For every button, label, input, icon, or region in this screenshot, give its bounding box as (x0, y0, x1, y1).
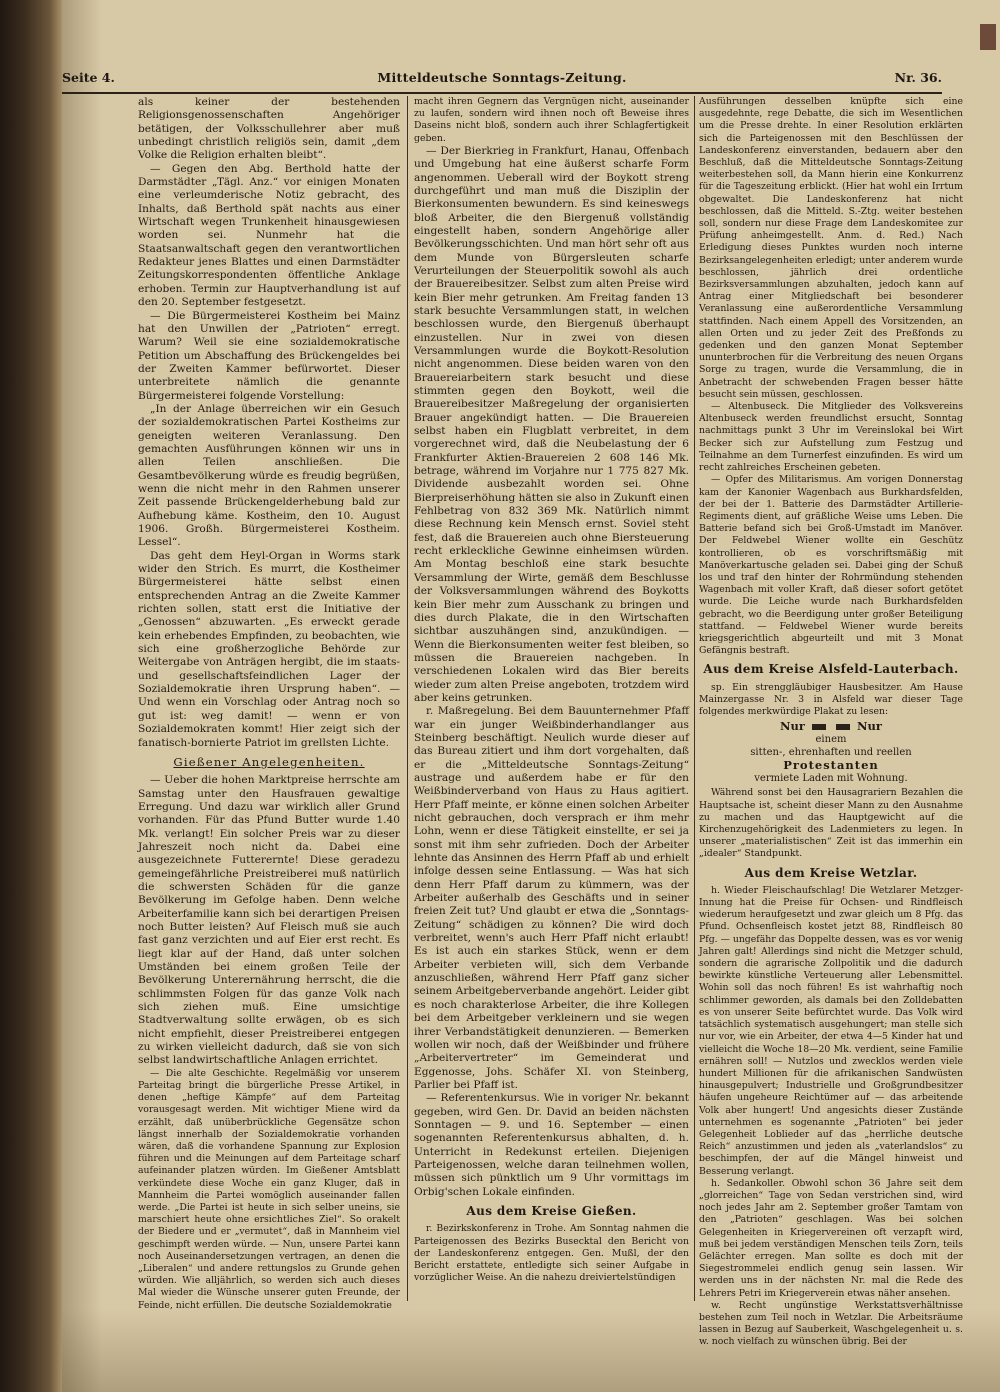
article-bezirkskonferenz: r. Bezirkskonferenz in Trohe. Am Sonntag nahmen die Parteigenossen des Bezirks Busecktal den Bericht von der Landeskonferenz entgegen. Gen. Mußl, der den Bericht erstattete, entledigte sich seiner Aufgabe in vorzüglicher Weise. An die nahezu dreiviertelstündigen (414, 1223, 689, 1284)
placard-line: sitten-, ehrenhaften und reellen (750, 747, 912, 759)
column-3 (699, 96, 963, 1348)
column-2 (414, 96, 689, 1306)
placard-line: einem (815, 734, 847, 746)
article-berthold: — Gegen den Abg. Berthold hatte der Darmstädter „Tägl. Anz.“ vor einigen Monaten eine verleumderische Notiz gebracht, des Inhalts, daß Berthold spät nachts aus einer Wirtschaft wegen Trunkenheit hinausgewiesen worden sei. Nunmehr hat die Staatsanwaltschaft gegen den verantwortlichen Redakteur jenes Blattes und einen Darmstädter Zeitungskorrespondenten öffentliche Anklage erhoben. Termin zur Hauptverhandlung ist auf den 20. September festgesetzt. (138, 162, 400, 309)
column-rule-1 (407, 96, 408, 1301)
article-referentenkursus: — Referentenkursus. Wie in voriger Nr. bekannt gegeben, wird Gen. Dr. David an beiden nächsten Sonntagen — 9. und 16. September — einen sogenannten Referentenkursus abhalten, d. h. Unterricht in Redekunst erteilen. Diejenigen Parteigenossen, welche daran teilnehmen wollen, müssen sich pünktlich um 9 Uhr vormittags im Orbig'schen Lokale einfinden. (414, 1092, 689, 1198)
section-heading: Aus dem Kreise Gießen. (466, 1203, 637, 1218)
book-binding (0, 0, 62, 1392)
issue-number: Nr. 36. (894, 70, 942, 85)
article-werkstatt: w. Recht ungünstige Werkstattsverhältnisse bestehen zum Teil noch in Wetzlar. Die Arbeitsräume lassen in Bezug auf Sauberkeit, Waschgelegenheit u. s. w. noch vielfach zu wünschen übrig. Bei der (699, 1299, 963, 1348)
newspaper-name: Mitteldeutsche Sonntags-Zeitung. (377, 70, 627, 85)
section-heading: Gießener Angelegenheiten. (173, 754, 365, 769)
section-heading: Aus dem Kreise Alsfeld-Lauterbach. (703, 662, 959, 677)
article-hausbesitzer: sp. Ein strenggläubiger Hausbesitzer. Am Hause Mainzergasse Nr. 3 in Alsfeld war dieser Tage folgendes merkwürdige Plakat zu lesen: (699, 681, 963, 718)
article-bierkrieg: — Der Bierkrieg in Frankfurt, Hanau, Offenbach und Umgebung hat eine äußerst scharfe Form angenommen. Ueberall wird der Boykott streng durchgeführt und man muß die Disziplin der Bierkonsumenten bewundern. Es sind keineswegs bloß Arbeiter, die den Biergenuß vollständig eingestellt haben, sondern Angehörige aller Bevölkerungsschichten. Und man hört sehr oft aus dem Munde von Bürgersleuten scharfe Verurteilungen der Steuerpolitik sowohl als auch der Brauereibesitzer. Selbst zum alten Preise wird kein Bier mehr getrunken. Am Freitag fanden 13 stark besuchte Versammlungen statt, in welchen beschlossen wurde, den Biergenuß überhaupt einzustellen. Nur in zwei von diesen Versammlungen wurde die Boykott-Resolution nicht angenommen. Diese beiden waren von den Brauereiarbeitern stark besucht und diese stimmten gegen den Boykott, weil die Brauereibesitzer Maßregelung der organisierten Brauer angekündigt hatten. — Die Brauereien selbst haben ein Flugblatt verbreitet, in dem vorgerechnet wird, daß die Neubelastung der 6 Frankfurter Aktien-Brauereien 2 608 146 Mk. betrage, während im Vorjahre nur 1 775 827 Mk. Dividende ausbezahlt worden sei. Ohne Bierpreiserhöhung hätten sie also in Zukunft einen Fehlbetrag von 832 369 Mk. Natürlich nimmt diese Rechnung kein Mensch ernst. Soviel steht fest, daß die Brauereien auch ohne Biersteuerung recht erkleckliche Gewinne einheimsen würden. Am Montag beschloß eine stark besuchte Versammlung der Wirte, gemäß dem Beschlusse der Volksversammlungen während des Boykotts kein Bier mehr zum Ausschank zu bringen und dies durch Plakate, die in den Wirtschaften sichtbar auszuhängen sind, anzukündigen. — Wenn die Bierkonsumenten weiter fest bleiben, so müssen die Brauereien nachgeben. In verschiedenen Lokalen wird das Bier bereits wieder zum alten Preise angeboten, trotzdem wird aber keins getrunken. (414, 144, 690, 704)
placard-line: vermiete Laden mit Wohnung. (754, 773, 908, 785)
section-heading: Aus dem Kreise Wetzlar. (744, 865, 918, 880)
article-heyl-organ: Das geht dem Heyl-Organ in Worms stark wider den Strich. Es murrt, die Kostheimer Bürgermeisterei hätte selbst einen entsprechenden Antrag an die Zweite Kammer richten sollen, statt erst die Initiative der „Genossen“ abzuwarten. „Es erweckt gerade kein erhebendes Empfinden, zu beobachten, wie sich eine großherzogliche Behörde zur Weitergabe von Anträgen hergibt, die im staats- und gesellschaftsfeindlichen Lager der Sozialdemokratie ihren Ursprung haben“. — Und wenn ein Vorschlag oder Antrag noch so gut ist: weg damit! — wenn er von Sozialdemokraten kommt! Hier zeigt sich der fanatisch-bornierte Patriot im grellsten Lichte. (138, 549, 400, 749)
article-text: macht ihren Gegnern das Vergnügen nicht, auseinander zu laufen, sondern wird ihnen noch oft Beweise ihres Daseins nicht bloß, sondern auch ihrer Schlagfertigkeit geben. (414, 96, 689, 144)
article-comment: Während sonst bei den Hausagrariern Bezahlen die Hauptsache ist, scheint dieser Mann zu den Ausnahme zu machen und das Hauptgewicht auf die Kirchenzugehörigkeit des Ladenmieters zu legen. In unserer „materialistischen“ Zeit ist das immerhin ein „idealer“ Standpunkt. (699, 787, 963, 860)
page-edge-tab (980, 24, 996, 50)
quoted-placard (699, 720, 963, 785)
article-marktpreise: — Ueber die hohen Marktpreise herrschte am Samstag unter den Hausfrauen gewaltige Erregung. Und dazu war wirklich aller Grund vorhanden. Für das Pfund Butter wurde 1.40 Mk. verlangt! Ein solcher Preis war zu dieser Jahreszeit noch nicht da. Dabei eine ausgezeichnete Futterernte! Diese geradezu gemeingefährliche Preistreiberei muß natürlich die schwersten Schäden für die ganze Bevölkerung im Gefolge haben. Denn welche Arbeiterfamilie kann sich bei derartigen Preisen noch Butter leisten? Auf Fleisch muß sie auch fast ganz verzichten und auf Eier erst recht. Es liegt klar auf der Hand, daß unter solchen Umständen bei einem großen Teile der Bevölkerung Unterernährung herrscht, die die schlimmsten Folgen für das ganze Volk nach sich ziehen muß. Eine umsichtige Stadtverwaltung sollte erwägen, ob es sich nicht empfiehlt, dieser Preistreiberei entgegen zu wirken vielleicht dadurch, daß sie von sich selbst landwirtschaftliche Anlagen errichtet. (138, 774, 400, 1067)
article-fleischaufschlag: h. Wieder Fleischaufschlag! Die Wetzlarer Metzger-Innung hat die Preise für Ochsen- und Rindfleisch wiederum heraufgesetzt und zwar gleich um 8 Pfg. das Pfund. Ochsenfleisch kostet jetzt 88, Rindfleisch 80 Pfg. — ungefähr das Doppelte dessen, was es vor wenig Jahren galt! Allerdings sind nicht die Metzger schuld, sondern die agrarische Zollpolitik und die dadurch bewirkte künstliche Verteuerung aller Lebensmittel. Wohin soll das noch führen! Es ist wahrhaftig noch schlimmer geworden, als damals bei den Zolldebatten es von unserer Seite befürchtet wurde. Das Volk wird tatsächlich systematisch ausgehungert; man stelle sich nur vor, wie ein Arbeiter, der etwa 4—5 Kinder hat und vielleicht die Woche 18—20 Mk. verdient, seine Familie ernähren soll! — Nutzlos und zwecklos werden viele hundert Millionen für die afrikanischen Sandwüsten hinausgepulvert; Industrielle und Großgrundbesitzer häufen ungeheure Reichtümer auf — das arbeitende Volk aber hungert! Und angesichts dieser Zustände unternehmen es sogenannte „Patrioten“ bei jeder Gelegenheit Loblieder auf das „herrliche deutsche Reich“ anzustimmen und jeden als „vaterlandslos“ zu beschimpfen, der auf die Mängel hinweist und Besserung verlangt. (699, 884, 963, 1177)
article-quote: „In der Anlage überreichen wir ein Gesuch der sozialdemokratischen Partei Kostheims zur geneigten weiteren Veranlassung. Den gemachten Ausführungen können wir uns in allen Teilen anschließen. Die Gesamtbevölkerung würde es freudig begrüßen, wenn die nicht mehr in den Rahmen unserer Zeit passende Brückengelderhebung bald zur Aufhebung käme. Kostheim, den 10. August 1906. Großh. Bürgermeisterei Kostheim. Lessel“. (138, 402, 400, 549)
article-altenbuseck: — Altenbuseck. Die Mitglieder des Volksvereins Altenbuseck werden freundlichst ersucht, Sonntag nachmittags punkt 3 Uhr im Vereinslokal bei Wirt Becker sich zur Aufstellung zum Festzug und Teilnahme an dem Turnerfest einzufinden. Es wird um recht zahlreiches Erscheinen gebeten. (699, 401, 963, 474)
article-kostheim: — Die Bürgermeisterei Kostheim bei Mainz hat den Unwillen der „Patrioten“ erregt. Warum? Weil sie eine sozialdemokratische Petition um Abschaffung des Brückengeldes bei der Zweiten Kammer befürwortet. Dieser unterbreitete nämlich die genannte Bürgermeisterei folgende Vorstellung: (138, 309, 400, 402)
article-text: Ausführungen desselben knüpfte sich eine ausgedehnte, rege Debatte, die sich im Wesentlichen um die Presse drehte. In einer Resolution erklärten sich die Parteigenossen mit den Beschlüssen der Landeskonferenz einverstanden, bedauern aber den Beschluß, daß die Mitteldeutsche Sonntags-Zeitung weiterbestehen soll, da Mann hierin eine Konkurrenz für die Tageszeitung erblickt. (Hier hat wohl ein Irrtum obgewaltet. Die Landeskonferenz hat nicht beschlossen, daß die Mitteld. S.-Ztg. weiter bestehen soll, sondern nur diese Frage dem Landeskomitee zur Prüfung anheimgestellt. Anm. d. Red.) Nach Erledigung dieses Punktes wurden noch interne Bezirksangelegenheiten erledigt; unter anderem wurde beschlossen, jährlich drei ordentliche Bezirksversammlungen abzuhalten, jedoch kann auf Antrag einer Mitgliedschaft bei besonderer Veranlassung eine außerordentliche Versammlung stattfinden. Nach einem Appell des Vorsitzenden, an allen Orten und zu jeder Zeit des Preßfonds zu gedenken und den ganzen Monat September ununterbrochen für die Verbreitung des neuen Organs Sorge zu tragen, wurde die Versammlung, die in Anbetracht der schwebenden Fragen besser hätte besucht sein müssen, geschlossen. (699, 96, 963, 400)
article-text: als keiner der bestehenden Religionsgenossenschaften Angehöriger betätigen, der Volksschullehrer aber muß unbedingt christlich religiös sein, damit „dem Volke die Religion erhalten bleibt“. (138, 96, 400, 162)
placard-ornament (836, 724, 850, 730)
article-alte-geschichte: — Die alte Geschichte. Regelmäßig vor unserem Parteitag bringt die bürgerliche Presse Artikel, in denen „heftige Kämpfe“ auf dem Parteitag vorausgesagt werden. Mit wichtiger Miene wird da erzählt, daß unüberbrückliche Gegensätze schon längst innerhalb der Sozialdemokratie vorhanden wären, daß die vorhandene Spannung zur Explosion führen und die Meinungen auf dem Parteitage scharf aufeinander platzen würden. Im Gießener Amtsblatt verkündete diese Woche ein ganz Kluger, daß in Mannheim die Partei womöglich auseinander fallen werde. „Die Partei ist heute in sich selber uneins, sie marschiert heute ohne ersichtliches Ziel“. So orakelt der Biedere und er „vermutet“, daß in Mannheim viel geschimpft werden würde. — Nun, unsere Partei kann noch Auseinandersetzungen vertragen, an denen die „Liberalen“ und andere rettungslos zu Grunde gehen würden. Wie alljährlich, so werden sich auch dieses Mal wieder die Wünsche unserer guten Freunde, der Feinde, nicht erfüllen. Die deutsche Sozialdemokratie (138, 1067, 400, 1311)
placard-title: Protestanten (783, 758, 879, 773)
page-header (62, 70, 942, 94)
article-massregelung: r. Maßregelung. Bei dem Bauunternehmer Pfaff war ein junger Weißbinderhandlanger aus Steinberg beschäftigt. Neulich wurde dieser auf das Bureau zitiert und ihm dort vorgehalten, daß er die „Mitteldeutsche Sonntags-Zeitung“ austrage und außerdem habe er für den Weißbinderverband von Haus zu Haus agitiert. Herr Pfaff meinte, er könne einen solchen Arbeiter nicht gebrauchen, doch versprach er ihm mehr Lohn, wenn er diese Tätigkeit einstellte, er sei ja sonst mit ihm sehr zufrieden. Doch der Arbeiter lehnte das Ansinnen des Herrn Pfaff ab und erhielt infolge dessen seine Entlassung. — Was hat sich denn Herr Pfaff darum zu kümmern, was der Arbeiter außerhalb des Geschäfts und in seiner freien Zeit tut? Und glaubt er etwa die „Sonntags-Zeitung“ schädigen zu können? Die wird doch verbreitet, wenn's auch Herr Pfaff nicht erlaubt! Es ist auch ein starkes Stück, wenn er dem Arbeiter verbieten will, sich dem Verbande anzuschließen, während Herr Pfaff ganz sicher seinem Arbeitgeberverbande angehört. Leider gibt es noch charakterlose Arbeiter, die ihre Kollegen bei dem Arbeitgeber verkleinern und sie wegen ihrer Verbandstätigkeit denunzieren. — Bemerken wollen wir noch, daß der Weißbinder und frühere „Arbeitervertreter“ im Gemeinderat und Eggenosse, Johs. Schäfer XI. von Steinberg, Parlier bei Pfaff ist. (414, 705, 689, 1091)
column-1 (138, 96, 400, 1311)
column-rule-2 (694, 96, 695, 1301)
placard-word: Nur (780, 719, 805, 734)
article-militarismus: — Opfer des Militarismus. Am vorigen Donnerstag kam der Kanonier Wagenbach aus Burkhardsfelden, der bei der 1. Batterie des Darmstädter Artillerie-Regiments dient, auf gräßliche Weise ums Leben. Die Batterie befand sich bei Groß-Umstadt im Manöver. Der Feldwebel Wiener wollte ein Geschütz kontrollieren, ob es vorschriftsmäßig mit Manöverkartusche geladen sei. Dabei ging der Schuß los und traf den hinter der Rohrmündung stehenden Wagenbach mit voller Kraft, daß dieser sofort getötet wurde. Die Leiche wurde nach Burkhardsfelden gebracht, wo die Beerdigung unter großer Beteiligung stattfand. — Feldwebel Wiener wurde bereits kriegsgerichtlich abgeurteilt und mit 3 Monat Gefängnis bestraft. (699, 474, 963, 657)
placard-word: Nur (857, 719, 882, 734)
placard-ornament (812, 724, 826, 730)
page-label: Seite 4. (62, 70, 115, 85)
article-sedankoller: h. Sedankoller. Obwohl schon 36 Jahre seit dem „glorreichen“ Tage von Sedan verstrichen sind, wird noch jedes Jahr am 2. September großer Tamtam von den „Patrioten“ geschlagen. Was bei solchen Gelegenheiten in Kriegervereinen oft verzapft wird, muß bei jedem verständigen Menschen teils Zorn, teils Gelächter erregen. Man sollte es doch mit der Siegestrommelei endlich genug sein lassen. Wir werden uns in der nächsten Nr. mal die Rede des Lehrers Petri im Kriegerverein etwas näher ansehen. (699, 1177, 963, 1299)
